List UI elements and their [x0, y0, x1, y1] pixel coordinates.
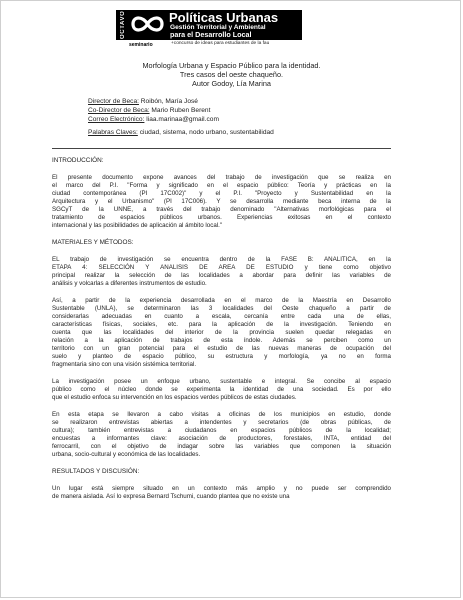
keywords-row	[88, 128, 274, 137]
text-line: Arquitectura y el Urbanismo" (PI 17C006). Y se desarrolla mediante beca interna de la	[52, 198, 391, 205]
text-line: relación a la aplicación de trabajos de esta índole. Además se perciben como un	[52, 337, 391, 344]
codirector-value: Mario Ruben Berent	[151, 107, 211, 114]
introduction-heading: INTRODUCCIÓN:	[52, 157, 104, 164]
text-line: En esta etapa se llevaron a cabo visitas a oficinas de los municipios en estudio, donde	[52, 411, 391, 418]
text-line: Sustentable (UNLA), se determinaron las 3 localidades del Oeste chaqueño a partir de	[52, 305, 391, 312]
concurso-label: +concurso de ideas para estudiantes de la fau	[171, 41, 270, 46]
infinity-logo-icon	[130, 14, 165, 34]
results-heading: RESULTADOS Y DISCUSIÓN:	[52, 468, 140, 475]
text-line: El presente documento expone avances del trabajo de investigación que se realiza en	[52, 174, 391, 181]
text-line: principal realizar la selección de las localidades a abordar para definir las variables de	[52, 272, 391, 279]
text-line: ETAPA 4: SELECCIÓN Y ANALISIS DE AREA DE ESTUDIO y tiene como objetivo	[52, 264, 391, 271]
seminario-label: seminario	[129, 42, 153, 48]
director-label: Director de Beca:	[88, 98, 139, 105]
email-row	[88, 115, 274, 124]
text-line: Así, a partir de la experiencia desarrollada en el marco de la Maestría en Desarrollo	[52, 297, 391, 304]
paper-subtitle: Tres casos del oeste chaqueño.	[179, 70, 284, 79]
octavo-label: OCTAVO	[120, 10, 126, 39]
paragraph-4	[52, 378, 391, 402]
codirector-row	[88, 106, 274, 115]
text-line: público como el núcleo donde se experimenta la identidad de una sociedad. Es por ello	[52, 386, 391, 393]
text-line: fragmentaria sino con una visión sistémica territorial.	[52, 361, 197, 368]
paper-author: Autor Godoy, Lía Marina	[192, 79, 271, 88]
text-line: se realizaron entrevistas abiertas a intendentes y secretarios (de obras públicas, de	[52, 419, 391, 426]
text-line: cultura); también entrevistas a ciudadanos en espacios públicos de la localidad;	[52, 427, 391, 434]
text-line: cuenta que las localidades del interior de la provincia suelen quedar relegadas en	[52, 329, 391, 336]
paper-title: Morfología Urbana y Espacio Público para la identidad.	[142, 61, 321, 70]
director-row	[88, 97, 274, 106]
paper-meta	[88, 97, 274, 137]
text-line: el marco del P.I. "Forma y significado en el espacio público: Teoría y prácticas en la	[52, 182, 391, 189]
text-line: internacional y las posibilidades de aplicación al ámbito local."	[52, 222, 223, 229]
banner-title: Políticas Urbanas	[169, 10, 279, 25]
email-label: Correo Electrónico:	[88, 116, 145, 123]
paper-body	[52, 157, 391, 510]
text-line: análisis y volcarlas a diferentes instrumentos de estudio.	[52, 280, 207, 287]
text-line: tratamiento de espacios públicos urbanos. Experiencias exitosas en el contexto	[52, 214, 391, 221]
paragraph-5	[52, 411, 391, 459]
text-line: territorio con un gran potencial para el estudio de las nuevas maneras de ocupación del	[52, 345, 391, 352]
paragraph-3	[52, 297, 391, 369]
section-divider	[52, 148, 391, 149]
text-line: encuestas a informantes clave: asociación de productores, forestales, INTA, entidad del	[52, 435, 391, 442]
text-line: de manera aislada. Así lo expresa Bernard Tschumi, cuando plantea que no existe una	[52, 493, 290, 500]
text-line: EL trabajo de investigación se encuentra dentro de la FASE B: ANALITICA, en la	[52, 256, 391, 263]
text-line: SGCyT de la UNNE, a través del trabajo denominado "Alternativas morfológicas para el	[52, 206, 391, 213]
text-line: ferrocarril, con el objetivo de indagar sobre las variables que componen la situación	[52, 443, 391, 450]
text-line: que el estudio enfoca su intervención en los espacios verdes públicos de estas ciudades.	[52, 394, 297, 401]
keywords-label: Palabras Claves:	[88, 129, 138, 136]
text-line: urbana, socio-cultural y económica de las localidades.	[52, 451, 201, 458]
text-line: Un lugar está siempre situado en un contexto más amplio y no puede ser comprendido	[52, 485, 391, 492]
email-value: liaa.marinaa@gmail.com	[146, 116, 219, 123]
codirector-label: Co-Director de Beca:	[88, 107, 150, 114]
methods-heading: MATERIALES Y MÉTODOS:	[52, 239, 134, 246]
keywords-value: ciudad, sistema, nodo urbano, sustentabilidad	[139, 129, 274, 136]
header-banner	[116, 10, 302, 51]
text-line: suelo y planteo de espacio público, su estructura y morfología, ya no en forma	[52, 353, 391, 360]
paragraph-1	[52, 174, 391, 230]
banner-subtitle-2: para el Desarrollo Local	[170, 30, 252, 39]
director-value: Roibón, María José	[140, 98, 198, 105]
paper-title-block	[1, 61, 461, 88]
text-line: características físicas, sociales, etc. para la aplicación de la investigación. Teniendo en	[52, 321, 391, 328]
paragraph-2	[52, 256, 391, 288]
text-line: considerarlas adecuadas en cuanto a escala, cercanía entre cada una de ellas,	[52, 313, 391, 320]
banner-subtitle-1: Gestión Territorial y Ambiental	[170, 24, 266, 31]
text-line: ciudad contemporánea (PI 17C002)" y el P.I. "Proyecto y Sustentabilidad en la	[52, 190, 391, 197]
text-line: La investigación posee un enfoque urbano, sustentable e integral. Se concibe al espacio	[52, 378, 391, 385]
paragraph-6	[52, 485, 391, 501]
